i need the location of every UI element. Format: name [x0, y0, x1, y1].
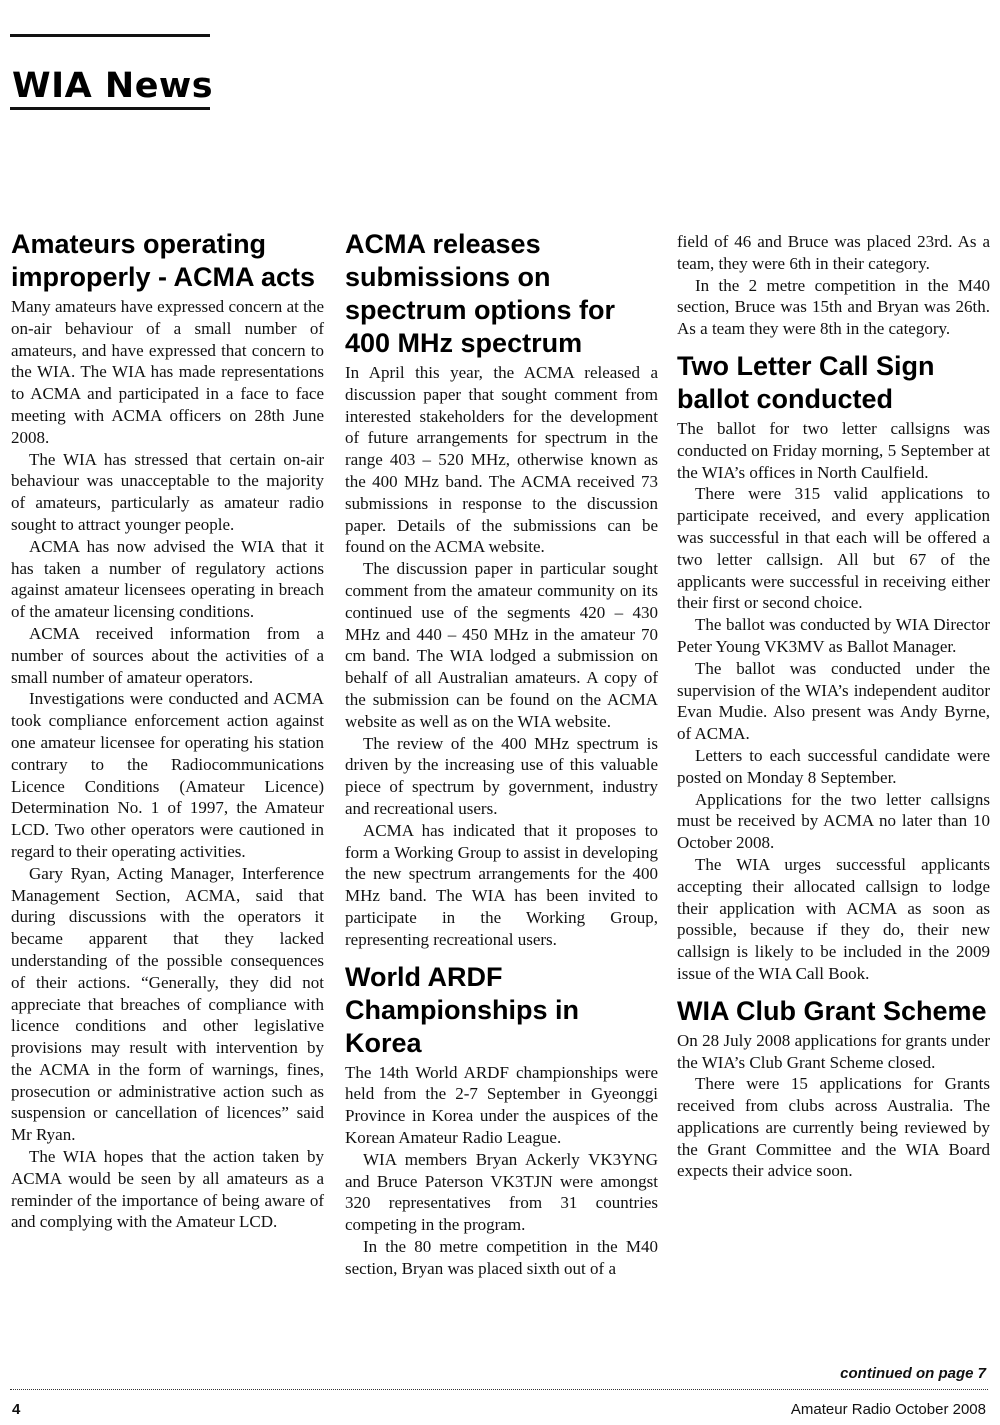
article-amateurs-operating [11, 228, 324, 1233]
article-title: Two Letter Call Sign ballot conducted [677, 350, 935, 414]
article-paragraph: ACMA has indicated that it proposes to form a Working Group to assist in developing the new spectrum arrangements for the 400 MHz band. The WIA has been invited to participate in the Working Group, representing recreational users. [345, 820, 658, 949]
article-paragraph: There were 315 valid applications to participate received, and every application was successful in that each will be offered a two letter callsign. All but 67 of the applicants were successful in receiving either their first or second choice. [677, 484, 990, 613]
continued-on-page: continued on page 7 [840, 1365, 986, 1382]
column-2 [345, 228, 658, 1279]
article-paragraph: The 14th World ARDF championships were held from the 2-7 September in Gyeonggi Province in Korea under the auspices of the Korean Amateur Radio League. [345, 1062, 658, 1147]
article-paragraph: ACMA received information from a number of sources about the activities of a small number of amateur operators. [11, 623, 324, 687]
article-paragraph: Applications for the two letter callsigns must be received by ACMA no later than 10 October 2008. [677, 789, 990, 853]
article-paragraph: The WIA hopes that the action taken by ACMA would be seen by all amateurs as a reminder of the importance of being aware of and complying with the Amateur LCD. [11, 1147, 324, 1232]
article-paragraph: On 28 July 2008 applications for grants under the WIA’s Club Grant Scheme closed. [677, 1030, 990, 1072]
article-paragraph: In the 2 metre competition in the M40 section, Bruce was 15th and Bryan was 26th. As a team they were 8th in the category. [677, 275, 990, 339]
article-title: World ARDF Championships in Korea [345, 961, 580, 1058]
article-paragraph: In April this year, the ACMA released a discussion paper that sought comment from interested stakeholders for the development of future arrangements for spectrum in the range 403 – 520 MHz, otherwise known as the 400 MHz band. The ACMA received 73 submissions in response to the discussion paper. Details of the submissions can be found on the ACMA website. [345, 363, 658, 557]
article-paragraph: The discussion paper in particular sought comment from the amateur community on its continued use of the segments 420 – 430 MHz and 440 – 450 MHz in the amateur 70 cm band. The WIA lodged a submission on behalf of all Australian amateurs. A copy of the submission can be found on the ACMA website as well as on the WIA website. [345, 559, 658, 731]
article-world-ardf-continued [677, 231, 990, 340]
article-paragraph: The ballot for two letter callsigns was conducted on Friday morning, 5 September at the WIA’s offices in North Caulfield. [677, 418, 990, 482]
article-title: WIA Club Grant Scheme [677, 995, 987, 1026]
article-paragraph: Gary Ryan, Acting Manager, Interference Management Section, ACMA, said that during discussions with the operators it became apparent that they lacked understanding of the possible consequences of their actions. “Generally, they did not appreciate that breaches of compliance with licence conditions and other legislative provisions may result with intervention by the ACMA in the form of warnings, fines, prosecution or administrative action such as suspension or cancellation of licences” said Mr Ryan. [11, 863, 324, 1145]
header-rule-bottom [10, 107, 210, 110]
article-paragraph: In the 80 metre competition in the M40 section, Bryan was placed sixth out of a [345, 1236, 658, 1278]
article-paragraph: Investigations were conducted and ACMA took compliance enforcement action against one amateur licensee for operating his station contrary to the Radiocommunications Licence Conditions (Amateur Licence) Determination No. 1 of 1997, the Amateur LCD. Two other operators were cautioned in regard to their operating activities. [11, 689, 324, 861]
article-paragraph: The ballot was conducted under the supervision of the WIA’s independent auditor Evan Mudie. Also present was Andy Byrne, of ACMA. [677, 658, 990, 744]
footer-rule [10, 1389, 988, 1390]
column-1 [11, 228, 324, 1233]
article-paragraph: Many amateurs have expressed concern at the on-air behaviour of a small number of amateurs, and have expressed that concern to the WIA. The WIA has made representations to ACMA and participated in a face to face meeting with ACMA officers on 28th June 2008. [11, 297, 324, 447]
article-acma-400mhz [345, 228, 658, 951]
article-paragraph: field of 46 and Bruce was placed 23rd. As a team, they were 6th in their category. [677, 232, 990, 273]
article-paragraph: WIA members Bryan Ackerly VK3YNG and Bruce Paterson VK3TJN were amongst 320 representatives from 31 countries competing in the program. [345, 1149, 658, 1235]
header-rule-top [10, 34, 210, 37]
article-two-letter-callsign [677, 350, 990, 985]
article-world-ardf [345, 961, 658, 1280]
article-paragraph: There were 15 applications for Grants received from clubs across Australia. The applications are currently being reviewed by the Grant Committee and the WIA Board expects their advice soon. [677, 1074, 990, 1181]
article-paragraph: The ballot was conducted by WIA Director Peter Young VK3MV as Ballot Manager. [677, 615, 990, 656]
article-paragraph: The review of the 400 MHz spectrum is driven by the increasing use of this valuable piece of spectrum by government, industry and recreational users. [345, 733, 658, 818]
article-paragraph: The WIA has stressed that certain on-air behaviour was unacceptable to the majority of amateurs, particularly as amateur radio sought to attract younger people. [11, 449, 324, 534]
publication-footer: Amateur Radio October 2008 [790, 1401, 986, 1418]
article-paragraph: ACMA has now advised the WIA that it has taken a number of regulatory actions against amateur licensees operating in breach of the amateur licensing conditions. [11, 536, 324, 622]
column-3 [677, 231, 990, 1182]
section-title: WIA News [12, 66, 214, 106]
article-paragraph: The WIA urges successful applicants accepting their allocated callsign to lodge their application with ACMA as soon as possible, because if they do, their new callsign is likely to be included in the 2009 issue of the WIA Call Book. [677, 854, 990, 983]
page-number: 4 [12, 1401, 21, 1418]
article-title: ACMA releases submissions on spectrum options for 400 MHz spectrum [345, 229, 616, 358]
article-title: Amateurs operating improperly - ACMA acts [11, 229, 316, 292]
article-club-grant [677, 995, 990, 1183]
article-paragraph: Letters to each successful candidate were posted on Monday 8 September. [677, 745, 990, 787]
